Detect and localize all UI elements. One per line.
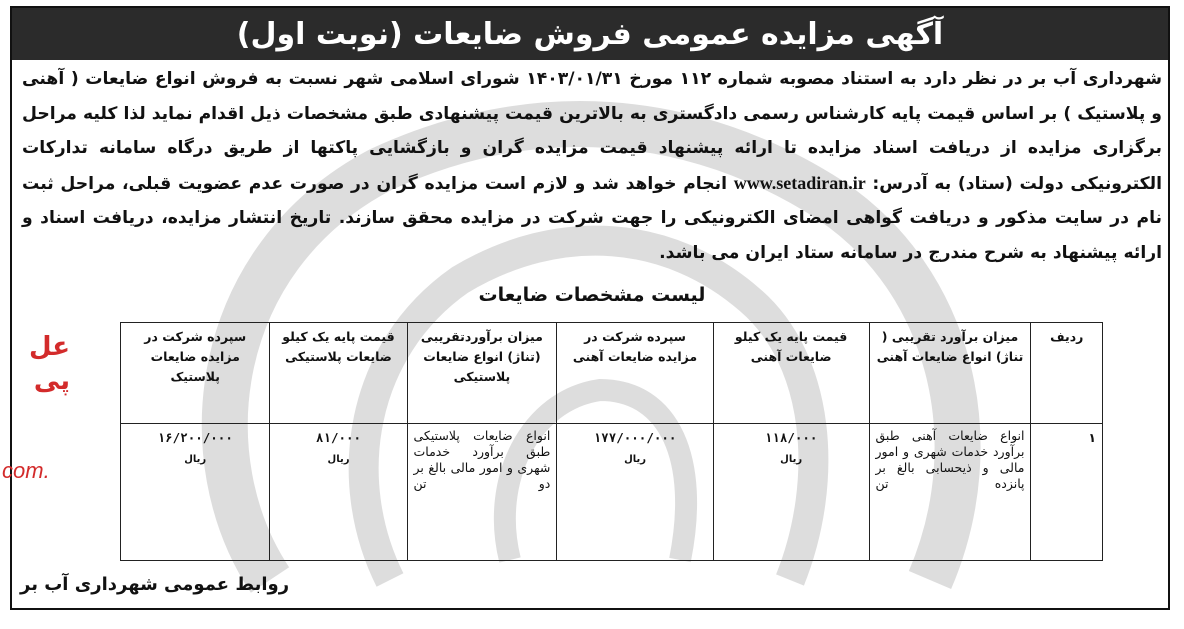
iron-deposit-unit: ریال bbox=[624, 454, 647, 465]
header-plastic-base-price: قیمت پایه یک کیلو ضایعات پلاستیکی bbox=[270, 323, 407, 424]
title-bar bbox=[12, 8, 1168, 60]
plastic-deposit-value: ۱۶/۲۰۰/۰۰۰ bbox=[157, 430, 233, 445]
cell-iron-deposit bbox=[557, 424, 713, 561]
plastic-deposit-unit: ریال bbox=[184, 454, 207, 465]
cell-iron-base-price bbox=[713, 424, 869, 561]
stamp-text: عل پی bbox=[29, 332, 70, 396]
footer-signature: روابط عمومی شهرداری آب بر bbox=[20, 574, 290, 595]
header-iron-estimate: میزان برآورد تقریبی ( تناژ) انواع ضایعات آهنی bbox=[869, 323, 1031, 424]
plastic-base-price-value: ۸۱/۰۰۰ bbox=[315, 430, 362, 445]
cell-plastic-deposit bbox=[121, 424, 270, 561]
cell-iron-estimate: انواع ضایعات آهنی طبق برآورد خدمات شهری و امور مالی و ذیحسابی بالغ بر پانزده تن bbox=[869, 424, 1031, 561]
waste-specs-table bbox=[120, 322, 1103, 561]
table-header-row bbox=[121, 323, 1103, 424]
table-row bbox=[121, 424, 1103, 561]
stamp-url: .com bbox=[2, 458, 50, 480]
notice-body bbox=[22, 62, 1162, 270]
body-paragraph-rest: انجام خواهد شد و لازم است مزایده گران در صورت عدم عضویت قبلی، مراحل ثبت نام در سایت مذکور و دریافت گواهی امضای الکترونیکی را جهت شرکت در مزایده محقق سازند. تاریخ انتشار مزایده، دریافت اسناد و ارائه پیشنهاد به شرح مندرج در سامانه ستاد ایران می باشد. bbox=[22, 173, 1162, 263]
body-paragraph-intro: شهرداری آب بر در نظر دارد به استناد مصوبه شماره ۱۱۲ مورخ ۱۴۰۳/۰۱/۳۱ شورای اسلامی شهر نسبت به فروش انواع ضایعات ( آهنی و پلاستیک ) بر اساس قیمت پایه کارشناس رسمی دادگستری به بالاترین قیمت پیشنهادی طبق مشخصات ذیل اقدام نماید لذا کلیه مراحل برگزاری مزایده از دریافت اسناد مزایده تا ارائه پیشنهاد قیمت مزایده گران و بازگشایی پاکتها از طریق درگاه سامانه تدارکات الکترونیکی دولت (ستاد) به آدرس: bbox=[22, 69, 1163, 194]
plastic-base-price-unit: ریال bbox=[327, 454, 350, 465]
iron-base-price-unit: ریال bbox=[780, 454, 803, 465]
setad-url-link[interactable]: www.setadiran.ir bbox=[733, 172, 866, 193]
iron-base-price-value: ۱۱۸/۰۰۰ bbox=[764, 430, 818, 445]
cell-plastic-base-price bbox=[270, 424, 407, 561]
list-title: لیست مشخصات ضایعات bbox=[478, 284, 706, 306]
header-plastic-estimate: میزان برآوردتقریبی (تناژ) انواع ضایعات پلاستیکی bbox=[407, 323, 557, 424]
cell-row-no: ۱ bbox=[1031, 424, 1103, 561]
cell-plastic-estimate: انواع ضایعات پلاستیکی طبق برآورد خدمات شهری و امور مالی بالغ بر دو تن bbox=[407, 424, 557, 561]
page-title: آگهی مزایده عمومی فروش ضایعات (نوبت اول) bbox=[236, 16, 944, 52]
header-row-no: ردیف bbox=[1031, 323, 1103, 424]
iron-deposit-value: ۱۷۷/۰۰۰/۰۰۰ bbox=[593, 430, 677, 445]
red-stamp-fragment bbox=[0, 330, 70, 480]
header-plastic-deposit: سپرده شرکت در مزایده ضایعات پلاستیک bbox=[121, 323, 270, 424]
header-iron-base-price: قیمت پایه یک کیلو ضایعات آهنی bbox=[713, 323, 869, 424]
header-iron-deposit: سپرده شرکت در مزایده ضایعات آهنی bbox=[557, 323, 713, 424]
